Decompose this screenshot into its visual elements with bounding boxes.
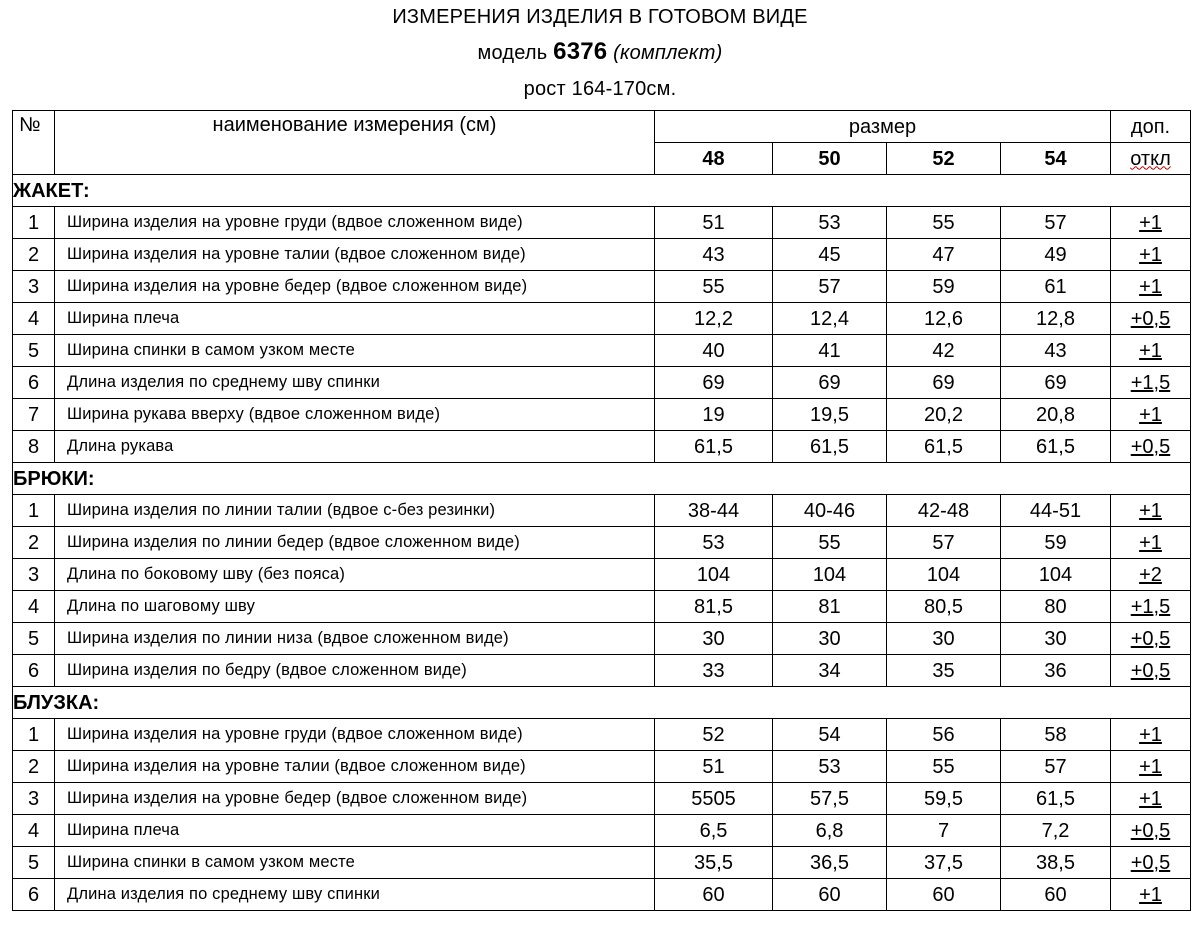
size-value-50: 45	[773, 239, 887, 271]
col-name-header: наименование измерения (см)	[55, 111, 655, 175]
size-value-48: 19	[655, 399, 773, 431]
row-number: 5	[13, 847, 55, 879]
size-value-52: 47	[887, 239, 1001, 271]
size-value-48: 6,5	[655, 815, 773, 847]
measurement-name: Ширина изделия на уровне груди (вдвое сложенном виде)	[55, 719, 655, 751]
row-number: 4	[13, 815, 55, 847]
tolerance-text: +1	[1139, 787, 1162, 810]
tolerance-text: +0,5	[1130, 627, 1171, 650]
size-value-52: 80,5	[887, 591, 1001, 623]
measurement-name: Ширина изделия на уровне талии (вдвое сложенном виде)	[55, 239, 655, 271]
size-value-52: 56	[887, 719, 1001, 751]
tolerance-value	[1111, 367, 1191, 399]
tolerance-value	[1111, 303, 1191, 335]
row-number: 1	[13, 207, 55, 239]
size-value-48: 55	[655, 271, 773, 303]
model-number: 6376	[553, 38, 608, 65]
section-title: БЛУЗКА:	[13, 687, 1191, 719]
size-value-48: 12,2	[655, 303, 773, 335]
size-50-header: 50	[773, 143, 887, 175]
size-value-52: 55	[887, 207, 1001, 239]
size-value-50: 53	[773, 751, 887, 783]
size-value-54: 57	[1001, 207, 1111, 239]
size-value-50: 53	[773, 207, 887, 239]
size-value-52: 59	[887, 271, 1001, 303]
measurement-name: Ширина плеча	[55, 303, 655, 335]
size-value-50: 60	[773, 879, 887, 911]
table-row	[13, 335, 1191, 367]
tolerance-value	[1111, 783, 1191, 815]
section-header-row	[13, 463, 1191, 495]
size-value-50: 55	[773, 527, 887, 559]
size-value-52: 42-48	[887, 495, 1001, 527]
tolerance-value	[1111, 335, 1191, 367]
tolerance-value	[1111, 879, 1191, 911]
size-value-54: 69	[1001, 367, 1111, 399]
measurement-name: Ширина изделия по линии талии (вдвое с-без резинки)	[55, 495, 655, 527]
table-row	[13, 591, 1191, 623]
row-number: 6	[13, 879, 55, 911]
size-48-header: 48	[655, 143, 773, 175]
tolerance-text: +0,5	[1130, 435, 1171, 458]
size-value-54: 7,2	[1001, 815, 1111, 847]
size-value-54: 60	[1001, 879, 1111, 911]
table-row	[13, 719, 1191, 751]
tolerance-value	[1111, 271, 1191, 303]
size-value-50: 57	[773, 271, 887, 303]
row-number: 5	[13, 335, 55, 367]
tolerance-text: +1	[1139, 211, 1162, 234]
size-value-48: 33	[655, 655, 773, 687]
tolerance-text: +1	[1139, 403, 1162, 426]
size-value-54: 30	[1001, 623, 1111, 655]
measurement-name: Ширина плеча	[55, 815, 655, 847]
size-value-50: 57,5	[773, 783, 887, 815]
row-number: 3	[13, 559, 55, 591]
tolerance-text: +1	[1139, 883, 1162, 906]
measurement-name: Длина изделия по среднему шву спинки	[55, 367, 655, 399]
table-row	[13, 623, 1191, 655]
tolerance-value	[1111, 847, 1191, 879]
table-row	[13, 303, 1191, 335]
size-value-54: 58	[1001, 719, 1111, 751]
measurements-table	[12, 110, 1191, 911]
tolerance-text: +1	[1139, 723, 1162, 746]
size-value-52: 57	[887, 527, 1001, 559]
size-value-54: 20,8	[1001, 399, 1111, 431]
size-value-54: 36	[1001, 655, 1111, 687]
size-value-50: 81	[773, 591, 887, 623]
size-value-52: 12,6	[887, 303, 1001, 335]
size-value-48: 30	[655, 623, 773, 655]
row-number: 2	[13, 751, 55, 783]
row-number: 4	[13, 591, 55, 623]
size-value-52: 42	[887, 335, 1001, 367]
tolerance-text: +1	[1139, 531, 1162, 554]
row-number: 3	[13, 271, 55, 303]
size-value-48: 43	[655, 239, 773, 271]
tolerance-text: +1,5	[1130, 595, 1171, 618]
tolerance-value	[1111, 399, 1191, 431]
size-value-52: 59,5	[887, 783, 1001, 815]
size-value-48: 104	[655, 559, 773, 591]
row-number: 6	[13, 367, 55, 399]
tolerance-value	[1111, 207, 1191, 239]
measurement-name: Ширина спинки в самом узком месте	[55, 335, 655, 367]
measurement-name: Длина изделия по среднему шву спинки	[55, 879, 655, 911]
tolerance-text: +0,5	[1130, 659, 1171, 682]
measurement-name: Ширина изделия на уровне талии (вдвое сложенном виде)	[55, 751, 655, 783]
size-54-header: 54	[1001, 143, 1111, 175]
tolerance-text: +0,5	[1130, 851, 1171, 874]
size-value-54: 38,5	[1001, 847, 1111, 879]
table-row	[13, 239, 1191, 271]
tolerance-text: +0,5	[1130, 819, 1171, 842]
measurement-name: Ширина спинки в самом узком месте	[55, 847, 655, 879]
table-row	[13, 495, 1191, 527]
tolerance-value	[1111, 815, 1191, 847]
tolerance-value	[1111, 239, 1191, 271]
col-extra-header: доп.	[1111, 111, 1191, 143]
size-value-50: 61,5	[773, 431, 887, 463]
size-value-54: 12,8	[1001, 303, 1111, 335]
row-number: 1	[13, 719, 55, 751]
measurement-name: Ширина изделия по бедру (вдвое сложенном виде)	[55, 655, 655, 687]
size-value-54: 44-51	[1001, 495, 1111, 527]
table-row	[13, 751, 1191, 783]
table-row	[13, 815, 1191, 847]
model-prefix: модель	[477, 42, 548, 64]
tolerance-text: +2	[1139, 563, 1162, 586]
row-number: 4	[13, 303, 55, 335]
table-row	[13, 527, 1191, 559]
col-size-header: размер	[655, 111, 1111, 143]
size-value-52: 104	[887, 559, 1001, 591]
size-value-54: 80	[1001, 591, 1111, 623]
measurement-name: Длина по боковому шву (без пояса)	[55, 559, 655, 591]
row-number: 5	[13, 623, 55, 655]
row-number: 3	[13, 783, 55, 815]
size-value-48: 69	[655, 367, 773, 399]
size-value-50: 19,5	[773, 399, 887, 431]
size-value-54: 59	[1001, 527, 1111, 559]
size-value-48: 51	[655, 751, 773, 783]
tolerance-value	[1111, 719, 1191, 751]
tolerance-value	[1111, 751, 1191, 783]
size-value-52: 30	[887, 623, 1001, 655]
size-value-54: 61	[1001, 271, 1111, 303]
measurement-name: Длина по шаговому шву	[55, 591, 655, 623]
row-number: 6	[13, 655, 55, 687]
size-value-52: 60	[887, 879, 1001, 911]
measurement-name: Длина рукава	[55, 431, 655, 463]
tolerance-value	[1111, 655, 1191, 687]
tolerance-text: +1	[1139, 339, 1162, 362]
row-number: 2	[13, 527, 55, 559]
tolerance-value	[1111, 495, 1191, 527]
size-value-52: 55	[887, 751, 1001, 783]
tolerance-text: +1	[1139, 243, 1162, 266]
section-title: БРЮКИ:	[13, 463, 1191, 495]
tolerance-text: +1	[1139, 275, 1162, 298]
model-line	[0, 38, 1200, 66]
tolerance-label: откл	[1130, 147, 1171, 170]
measurement-name: Ширина изделия на уровне груди (вдвое сложенном виде)	[55, 207, 655, 239]
tolerance-text: +0,5	[1130, 307, 1171, 330]
size-value-52: 37,5	[887, 847, 1001, 879]
row-number: 7	[13, 399, 55, 431]
size-value-54: 57	[1001, 751, 1111, 783]
size-52-header: 52	[887, 143, 1001, 175]
table-row	[13, 559, 1191, 591]
size-value-48: 81,5	[655, 591, 773, 623]
document-title: ИЗМЕРЕНИЯ ИЗДЕЛИЯ В ГОТОВОМ ВИДЕ	[392, 6, 808, 28]
tolerance-text: +1	[1139, 499, 1162, 522]
size-value-48: 53	[655, 527, 773, 559]
tolerance-value	[1111, 591, 1191, 623]
size-value-52: 61,5	[887, 431, 1001, 463]
tolerance-text: +1,5	[1130, 371, 1171, 394]
size-value-48: 61,5	[655, 431, 773, 463]
table-row	[13, 847, 1191, 879]
size-value-54: 61,5	[1001, 783, 1111, 815]
size-value-48: 5505	[655, 783, 773, 815]
table-row	[13, 399, 1191, 431]
size-value-52: 20,2	[887, 399, 1001, 431]
size-value-50: 54	[773, 719, 887, 751]
table-row	[13, 271, 1191, 303]
model-note: (комплект)	[613, 42, 723, 64]
col-number-header: №	[13, 111, 55, 175]
measurement-name: Ширина изделия на уровне бедер (вдвое сложенном виде)	[55, 783, 655, 815]
size-value-52: 69	[887, 367, 1001, 399]
measurement-name: Ширина изделия по линии бедер (вдвое сложенном виде)	[55, 527, 655, 559]
section-header-row	[13, 175, 1191, 207]
table-row	[13, 655, 1191, 687]
size-value-50: 36,5	[773, 847, 887, 879]
table-row	[13, 207, 1191, 239]
tolerance-value	[1111, 559, 1191, 591]
measurement-name: Ширина изделия на уровне бедер (вдвое сложенном виде)	[55, 271, 655, 303]
size-value-48: 52	[655, 719, 773, 751]
size-value-54: 43	[1001, 335, 1111, 367]
size-value-54: 104	[1001, 559, 1111, 591]
size-value-52: 7	[887, 815, 1001, 847]
table-row	[13, 367, 1191, 399]
tolerance-value	[1111, 527, 1191, 559]
size-value-48: 60	[655, 879, 773, 911]
measurement-name: Ширина рукава вверху (вдвое сложенном виде)	[55, 399, 655, 431]
table-row	[13, 783, 1191, 815]
size-value-50: 6,8	[773, 815, 887, 847]
size-value-50: 104	[773, 559, 887, 591]
tolerance-text: +1	[1139, 755, 1162, 778]
section-title: ЖАКЕТ:	[13, 175, 1191, 207]
size-value-52: 35	[887, 655, 1001, 687]
height-label: рост 164-170см.	[523, 78, 677, 100]
size-value-48: 51	[655, 207, 773, 239]
tolerance-value	[1111, 431, 1191, 463]
size-value-54: 61,5	[1001, 431, 1111, 463]
tolerance-value	[1111, 623, 1191, 655]
size-value-50: 40-46	[773, 495, 887, 527]
size-value-48: 38-44	[655, 495, 773, 527]
measurement-name: Ширина изделия по линии низа (вдвое сложенном виде)	[55, 623, 655, 655]
row-number: 2	[13, 239, 55, 271]
size-value-50: 34	[773, 655, 887, 687]
row-number: 8	[13, 431, 55, 463]
col-extra-subheader	[1111, 143, 1191, 175]
size-value-54: 49	[1001, 239, 1111, 271]
row-number: 1	[13, 495, 55, 527]
table-row	[13, 879, 1191, 911]
size-value-48: 40	[655, 335, 773, 367]
table-header-row	[13, 111, 1191, 143]
size-value-50: 69	[773, 367, 887, 399]
size-value-50: 12,4	[773, 303, 887, 335]
size-value-50: 30	[773, 623, 887, 655]
size-value-50: 41	[773, 335, 887, 367]
table-row	[13, 431, 1191, 463]
size-value-48: 35,5	[655, 847, 773, 879]
section-header-row	[13, 687, 1191, 719]
